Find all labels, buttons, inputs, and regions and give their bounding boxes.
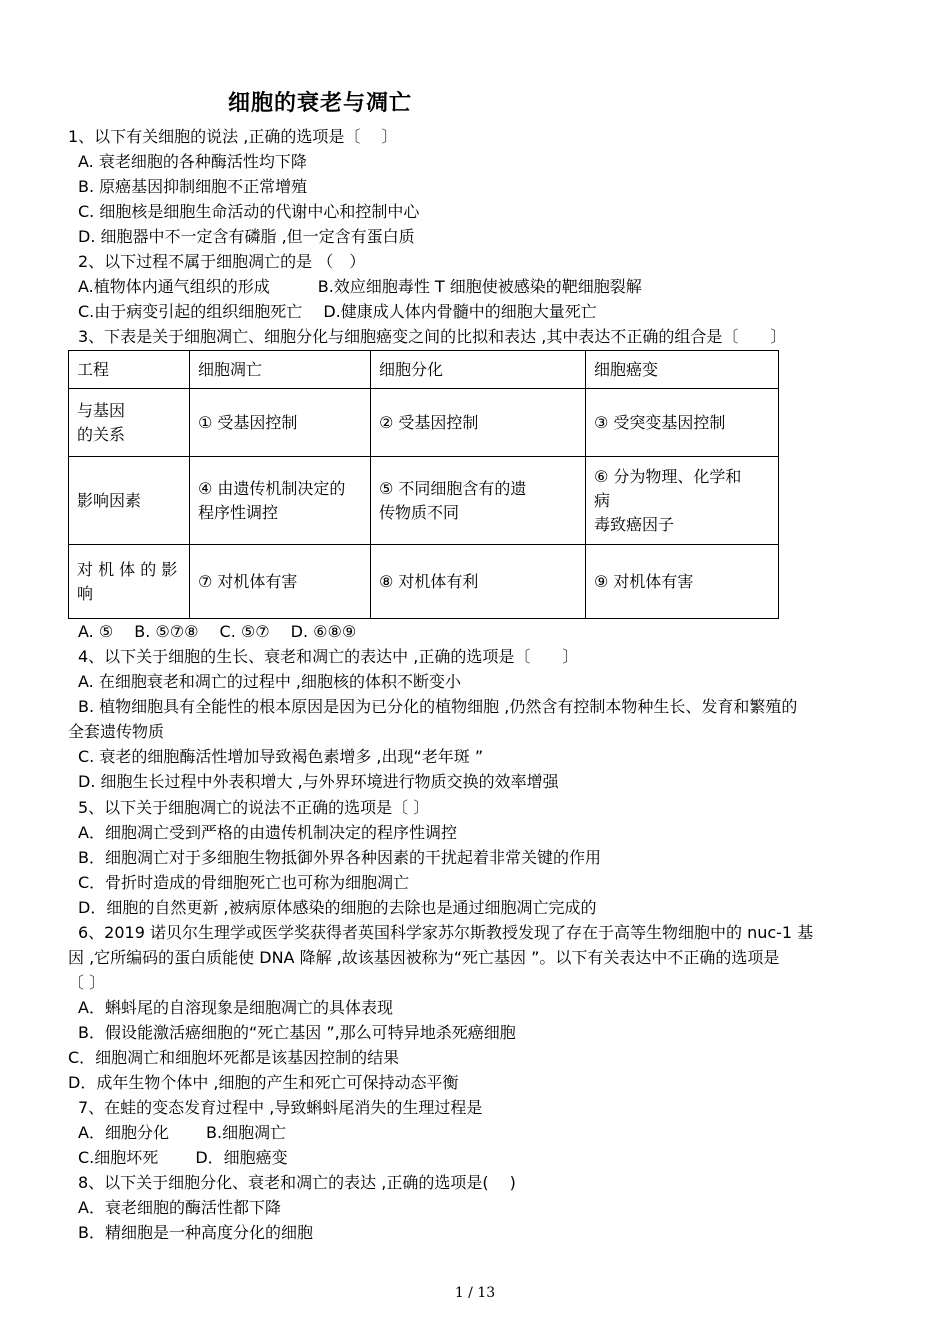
question-5-option-b: B．细胞凋亡对于多细胞生物抵御外界各种因素的干扰起着非常关键的作用 [78, 848, 601, 867]
question-3: 3、下表是关于细胞凋亡、细胞分化与细胞癌变之间的比拟和表达 ,其中表达不正确的组合是〔 〕 [78, 327, 787, 346]
question-5-option-d: D．细胞的自然更新 ,被病原体感染的细胞的去除也是通过细胞凋亡完成的 [78, 898, 597, 917]
table-header-cell: 细胞凋亡 [190, 351, 371, 389]
question-4-option-a: A. 在细胞衰老和凋亡的过程中 ,细胞核的体积不断变小 [78, 672, 462, 691]
table-cell: ⑧ 对机体有利 [371, 545, 586, 619]
table-row [69, 389, 779, 457]
table-cell: ① 受基因控制 [190, 389, 371, 457]
question-5: 5、以下关于细胞凋亡的说法不正确的选项是〔 〕 [78, 798, 430, 817]
question-1: 1、以下有关细胞的说法 ,正确的选项是〔 〕 [68, 127, 398, 146]
question-4: 4、以下关于细胞的生长、衰老和凋亡的表达中 ,正确的选项是〔 〕 [78, 647, 579, 666]
table-header-cell: 细胞癌变 [586, 351, 779, 389]
question-8-option-a: A．衰老细胞的酶活性都下降 [78, 1198, 281, 1217]
question-4-option-c: C. 衰老的细胞酶活性增加导致褐色素增多 ,出现“老年斑 ” [78, 747, 484, 766]
table-cell: ⑨ 对机体有害 [586, 545, 779, 619]
question-8-option-b: B．精细胞是一种高度分化的细胞 [78, 1223, 313, 1242]
table-cell: 与基因 的关系 [69, 389, 190, 457]
question-8: 8、以下关于细胞分化、衰老和凋亡的表达 ,正确的选项是( ) [78, 1173, 516, 1192]
page-title: 细胞的衰老与凋亡 [228, 91, 413, 116]
question-7-options-ab: A．细胞分化 B.细胞凋亡 [78, 1123, 287, 1142]
table-cell: 影响因素 [69, 457, 190, 545]
question-6-option-c: C．细胞凋亡和细胞坏死都是该基因控制的结果 [68, 1048, 400, 1067]
question-1-option-a: A. 衰老细胞的各种酶活性均下降 [78, 152, 307, 171]
table-row [69, 457, 779, 545]
table-row [69, 545, 779, 619]
table-header-cell: 细胞分化 [371, 351, 586, 389]
table-header-cell: 工程 [69, 351, 190, 389]
question-7: 7、在蛙的变态发育过程中 ,导致蝌蚪尾消失的生理过程是 [78, 1098, 483, 1117]
question-7-options-cd: C.细胞坏死 D．细胞癌变 [78, 1148, 288, 1167]
question-1-option-c: C. 细胞核是细胞生命活动的代谢中心和控制中心 [78, 202, 420, 221]
question-6-bracket: 〔 〕 [68, 973, 106, 992]
question-4-option-b: B. 植物细胞具有全能性的根本原因是因为已分化的植物细胞 ,仍然含有控制本物种生长、发育和繁殖的 [78, 697, 798, 716]
question-4-option-d: D. 细胞生长过程中外表积增大 ,与外界环境进行物质交换的效率增强 [78, 772, 559, 791]
table-cell: ④ 由遗传机制决定的 程序性调控 [190, 457, 371, 545]
question-2: 2、以下过程不属于细胞凋亡的是 （ ） [78, 252, 366, 271]
question-2-options-cd: C.由于病变引起的组织细胞死亡 D.健康成人体内骨髓中的细胞大量死亡 [78, 302, 597, 321]
table-cell: ⑦ 对机体有害 [190, 545, 371, 619]
comparison-table [68, 350, 779, 619]
table-cell: ③ 受突变基因控制 [586, 389, 779, 457]
question-6-option-b: B．假设能激活癌细胞的“死亡基因 ”,那么可特异地杀死癌细胞 [78, 1023, 516, 1042]
page-number: 1 / 13 [454, 1285, 496, 1301]
table-cell: ② 受基因控制 [371, 389, 586, 457]
table-cell: ⑥ 分为物理、化学和 病 毒致癌因子 [586, 457, 779, 545]
question-6-cont: 因 ,它所编码的蛋白质能使 DNA 降解 ,故该基因被称为“死亡基因 ”。以下有关表达中不正确的选项是 [68, 948, 780, 967]
question-3-options: A. ⑤ B. ⑤⑦⑧ C. ⑤⑦ D. ⑥⑧⑨ [78, 622, 357, 641]
question-4-option-b-cont: 全套遗传物质 [68, 722, 165, 741]
question-1-option-b: B. 原癌基因抑制细胞不正常增殖 [78, 177, 308, 196]
question-6: 6、2019 诺贝尔生理学或医学奖获得者英国科学家苏尔斯教授发现了存在于高等生物细胞中的 nuc-1 基 [78, 923, 814, 942]
question-6-option-a: A．蝌蚪尾的自溶现象是细胞凋亡的具体表现 [78, 998, 393, 1017]
table-header-row [69, 351, 779, 389]
question-5-option-c: C．骨折时造成的骨细胞死亡也可称为细胞凋亡 [78, 873, 410, 892]
table-cell: ⑤ 不同细胞含有的遗 传物质不同 [371, 457, 586, 545]
question-2-options-ab: A.植物体内通气组织的形成 B.效应细胞毒性 T 细胞使被感染的靶细胞裂解 [78, 277, 642, 296]
question-1-option-d: D. 细胞器中不一定含有磷脂 ,但一定含有蛋白质 [78, 227, 415, 246]
question-5-option-a: A．细胞凋亡受到严格的由遗传机制决定的程序性调控 [78, 823, 457, 842]
table-cell: 对 机 体 的 影 响 [69, 545, 190, 619]
question-6-option-d: D．成年生物个体中 ,细胞的产生和死亡可保持动态平衡 [68, 1073, 459, 1092]
